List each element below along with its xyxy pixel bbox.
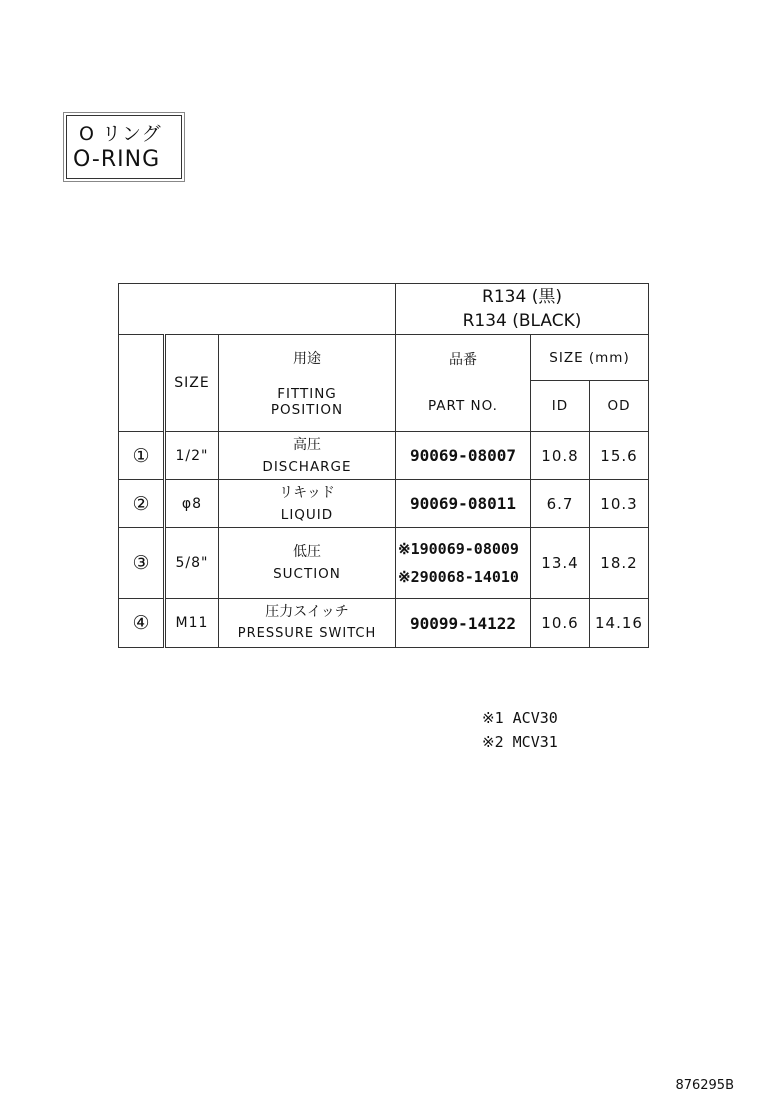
oring-title-box	[66, 115, 182, 179]
header-empty-cell	[119, 284, 396, 335]
row-size: φ8	[165, 480, 219, 528]
row-number: ③	[119, 528, 165, 599]
row-part-no-2: ※290068-14010	[398, 568, 519, 586]
header-fitting-en-1: FITTING	[277, 386, 337, 402]
oring-spec-table	[118, 283, 649, 648]
row-size: M11	[165, 599, 219, 648]
footnote-2: ※2 MCV31	[482, 733, 558, 751]
table-row	[119, 599, 649, 648]
row-id: 6.7	[531, 480, 590, 528]
row-part-no: 90069-08007	[396, 432, 531, 480]
header-id: ID	[531, 381, 590, 432]
header-fitting	[219, 335, 396, 432]
table-header-row-1	[119, 335, 649, 381]
header-fitting-en-2: POSITION	[270, 402, 344, 418]
title-japanese: O リング	[79, 123, 162, 145]
row-od: 15.6	[590, 432, 649, 480]
row-od: 14.16	[590, 599, 649, 648]
table-row	[119, 480, 649, 528]
row-number: ④	[119, 599, 165, 648]
row-size: 5/8"	[165, 528, 219, 599]
refrigerant-jp: R134 (黒)	[482, 287, 562, 307]
title-english: O-RING	[73, 147, 161, 172]
row-fitting	[219, 528, 396, 599]
row-id: 10.8	[531, 432, 590, 480]
row-fitting-en: DISCHARGE	[262, 458, 352, 475]
row-fitting-jp: リキッド	[279, 484, 335, 501]
footnotes	[482, 706, 558, 754]
row-part-no: 90099-14122	[396, 599, 531, 648]
refrigerant-header	[396, 284, 649, 335]
row-id: 10.6	[531, 599, 590, 648]
row-part-no-1: ※190069-08009	[398, 540, 519, 558]
row-part-no: 90069-08011	[396, 480, 531, 528]
footnote-1: ※1 ACV30	[482, 709, 558, 727]
row-fitting-jp: 低圧	[293, 544, 321, 560]
row-fitting-en: LIQUID	[280, 506, 334, 523]
drawing-code: 876295B	[675, 1078, 734, 1093]
row-od: 18.2	[590, 528, 649, 599]
row-fitting-en: PRESSURE SWITCH	[237, 626, 377, 641]
row-od: 10.3	[590, 480, 649, 528]
table-header-refrigerant-row	[119, 284, 649, 335]
row-fitting-en: SUCTION	[273, 566, 341, 582]
refrigerant-en: R134 (BLACK)	[462, 311, 582, 331]
row-fitting-jp: 高圧	[293, 436, 321, 453]
row-number: ②	[119, 480, 165, 528]
row-fitting	[219, 599, 396, 648]
table-row	[119, 432, 649, 480]
row-id: 13.4	[531, 528, 590, 599]
header-part-en: PART NO.	[428, 398, 498, 414]
header-num-cell	[119, 335, 165, 432]
row-number: ①	[119, 432, 165, 480]
row-fitting-jp: 圧力スイッチ	[265, 604, 349, 620]
row-fitting	[219, 480, 396, 528]
row-fitting	[219, 432, 396, 480]
header-od: OD	[590, 381, 649, 432]
header-part	[396, 335, 531, 432]
header-size: SIZE	[165, 335, 219, 432]
table-row	[119, 528, 649, 599]
header-fitting-jp: 用途	[293, 351, 321, 367]
header-part-jp: 品番	[449, 352, 477, 368]
row-part-no-multi	[396, 528, 531, 599]
header-size-mm: SIZE (mm)	[531, 335, 649, 381]
row-size: 1/2"	[165, 432, 219, 480]
